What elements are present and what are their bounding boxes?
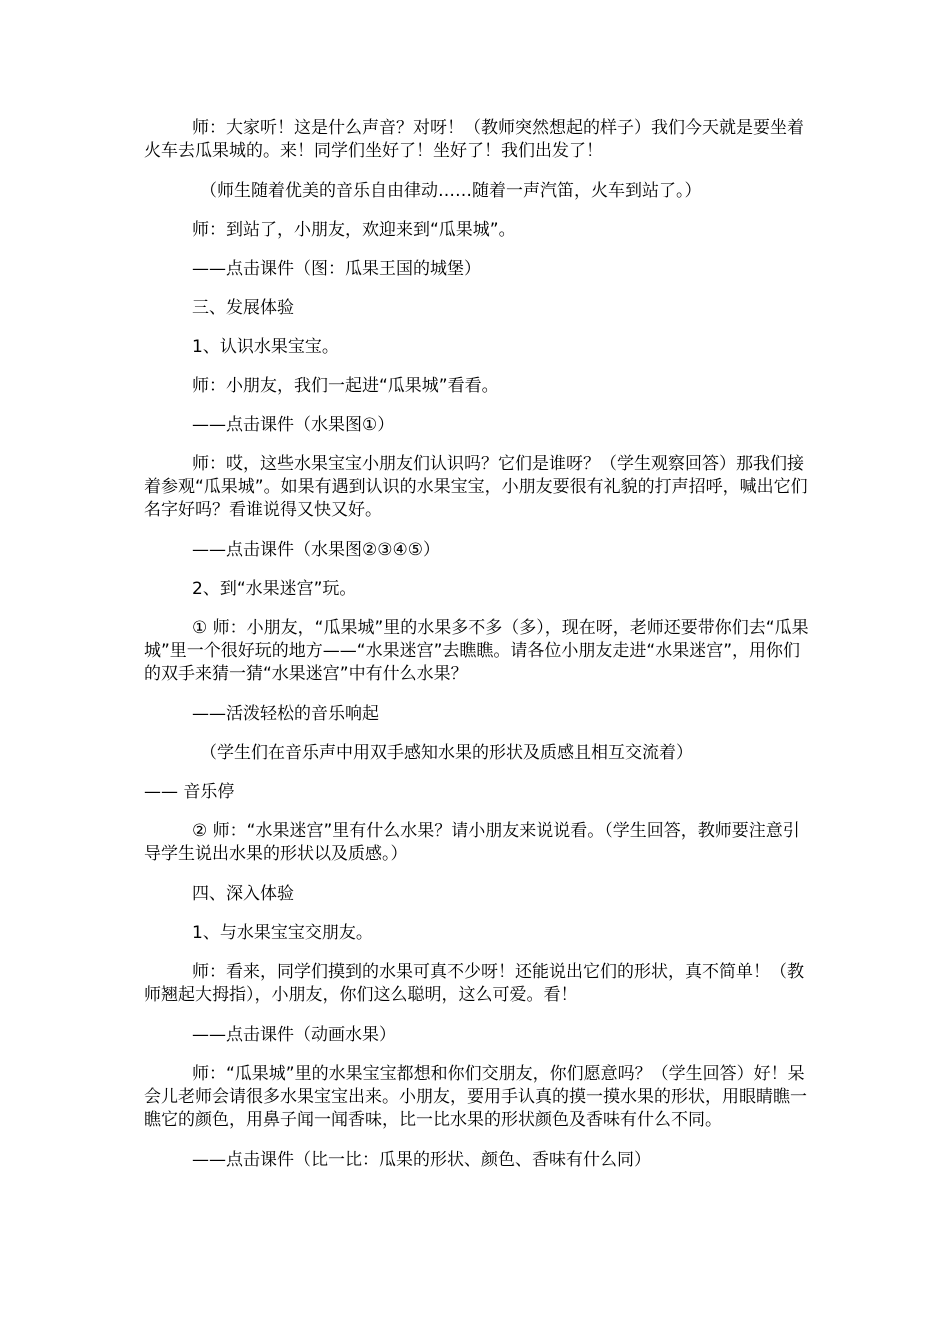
paragraph-click-castle: ——点击课件（图：瓜果王国的城堡）	[192, 259, 481, 279]
paragraph-teacher-train: 师：大家听！这是什么声音？对呀！（教师突然想起的样子）我们今天就是要坐着火车去瓜果城的。来！同学们坐好了！坐好了！我们出发了！	[144, 118, 804, 161]
paragraph-music-stops: —— 音乐停	[144, 782, 235, 802]
subheading-fruit-maze: 2、到“水果迷宫”玩。	[192, 579, 357, 599]
paragraph-music-movement: （师生随着优美的音乐自由律动……随着一声汽笛，火车到站了。）	[200, 181, 702, 201]
paragraph-music-starts: ——活泼轻松的音乐响起	[192, 704, 379, 724]
subheading-make-friends: 1、与水果宝宝交朋友。	[192, 923, 373, 943]
paragraph-maze-question: ② 师：“水果迷宫”里有什么水果？请小朋友来说说看。（学生回答，教师要注意引导学生说出水果的形状以及质感。）	[144, 821, 800, 864]
paragraph-recognize-fruits: 师：哎，这些水果宝宝小朋友们认识吗？它们是谁呀？（学生观察回答）那我们接着参观“瓜果城”。如果有遇到认识的水果宝宝，小朋友要很有礼貌的打声招呼，喊出它们名字好吗？看谁说得又快又好。	[144, 454, 808, 520]
section-heading-deepen: 四、深入体验	[192, 884, 294, 904]
paragraph-click-animation: ——点击课件（动画水果）	[192, 1025, 396, 1045]
paragraph-click-fruit-1: ——点击课件（水果图①）	[192, 415, 395, 435]
paragraph-maze-intro: ① 师：小朋友，“瓜果城”里的水果多不多（多），现在呀，老师还要带你们去“瓜果城”里一个很好玩的地方——“水果迷宫”去瞧瞧。请各位小朋友走进“水果迷宫”，用你们的双手来猜一猜“水果迷宫”中有什么水果？	[144, 618, 809, 684]
subheading-know-fruits: 1、认识水果宝宝。	[192, 337, 339, 357]
paragraph-enter-city: 师：小朋友，我们一起进“瓜果城”看看。	[192, 376, 499, 396]
paragraph-students-feel: （学生们在音乐声中用双手感知水果的形状及质感且相互交流着）	[200, 743, 693, 763]
section-heading-develop: 三、发展体验	[192, 298, 294, 318]
paragraph-click-compare: ——点击课件（比一比：瓜果的形状、颜色、香味有什么同）	[192, 1150, 651, 1170]
paragraph-friends-compare: 师：“瓜果城”里的水果宝宝都想和你们交朋友，你们愿意吗？（学生回答）好！呆会儿老师会请很多水果宝宝出来。小朋友，要用手认真的摸一摸水果的形状，用眼睛瞧一瞧它的颜色，用鼻子闻一闻香味，比一比水果的形状颜色及香味有什么不同。	[144, 1064, 807, 1130]
paragraph-arrival: 师：到站了，小朋友，欢迎来到“瓜果城”。	[192, 220, 516, 240]
paragraph-praise: 师：看来，同学们摸到的水果可真不少呀！还能说出它们的形状，真不简单！（教师翘起大拇指），小朋友，你们这么聪明，这么可爱。看！	[144, 962, 804, 1005]
paragraph-click-fruit-2-5: ——点击课件（水果图②③④⑤）	[192, 540, 440, 560]
